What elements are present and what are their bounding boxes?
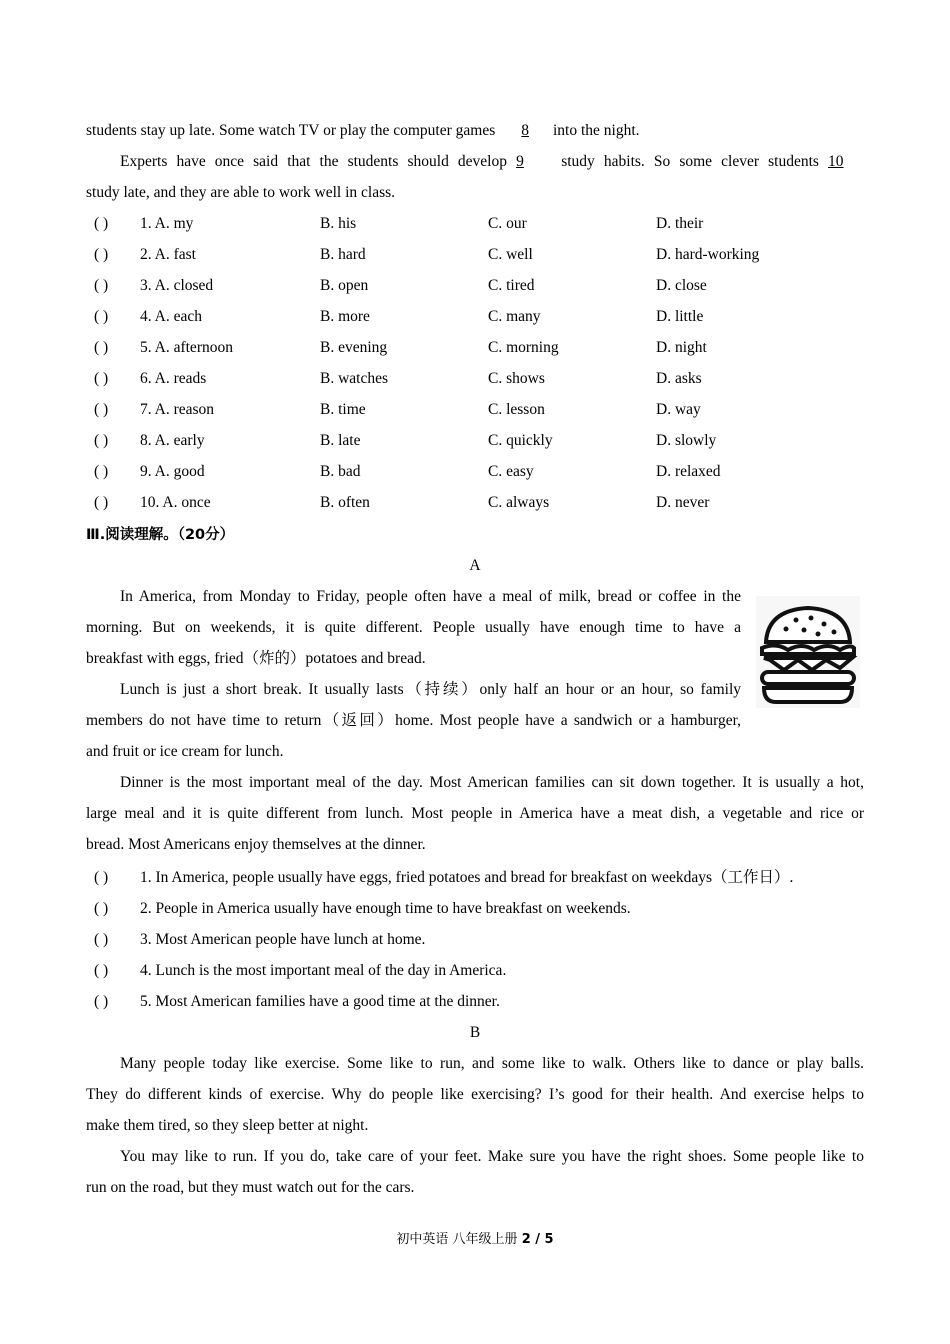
answer-paren[interactable]: ( )	[94, 246, 109, 263]
option-row	[86, 431, 864, 451]
option-d: D. little	[656, 308, 704, 325]
passage-b-label: B	[469, 1024, 481, 1041]
blank-8: 8	[521, 122, 529, 139]
passage-a-line: members do not have time to return（返回）home. Most people have a sandwich or a hamburger,	[86, 712, 741, 729]
answer-paren[interactable]: ( )	[94, 463, 109, 480]
passage-a-line: bread. Most Americans enjoy themselves at the dinner.	[86, 836, 426, 853]
answer-paren[interactable]: ( )	[94, 432, 109, 449]
option-c: C. our	[488, 215, 527, 232]
option-d: D. way	[656, 401, 701, 418]
passage-b-line: They do different kinds of exercise. Why do people like exercising? I’s good for their health. And exercise helps to	[86, 1086, 864, 1103]
passage-a-line: breakfast with eggs, fried（炸的）potatoes and bread.	[86, 650, 426, 667]
option-d: D. close	[656, 277, 707, 294]
passage-a-line: and fruit or ice cream for lunch.	[86, 743, 284, 760]
option-a: 2. A. fast	[140, 246, 196, 263]
option-b: B. hard	[320, 246, 366, 263]
option-a: 5. A. afternoon	[140, 339, 233, 356]
question-text: 2. People in America usually have enough time to have breakfast on weekends.	[140, 900, 631, 917]
answer-paren[interactable]: ( )	[94, 962, 109, 979]
passage-b-line: You may like to run. If you do, take care of your feet. Make sure you have the right shoes. Some people like to	[120, 1148, 864, 1165]
option-b: B. his	[320, 215, 357, 232]
answer-paren[interactable]: ( )	[94, 370, 109, 387]
option-b: B. evening	[320, 339, 388, 356]
answer-paren[interactable]: ( )	[94, 339, 109, 356]
question-text: 4. Lunch is the most important meal of the day in America.	[140, 962, 507, 979]
option-b: B. watches	[320, 370, 389, 387]
option-a: 3. A. closed	[140, 277, 214, 294]
answer-paren[interactable]: ( )	[94, 215, 109, 232]
passage-a-line: large meal and it is quite different from lunch. Most people in America have a meat dish, a vegetable and rice or	[86, 805, 864, 822]
option-row	[86, 307, 864, 327]
passage-b-line: run on the road, but they must watch out for the cars.	[86, 1179, 415, 1196]
option-a: 8. A. early	[140, 432, 205, 449]
option-c: C. tired	[488, 277, 535, 294]
passage-b-line: make them tired, so they sleep better at night.	[86, 1117, 369, 1134]
passage-a-line: In America, from Monday to Friday, people often have a meal of milk, bread or coffee in the	[120, 588, 741, 605]
option-c: C. shows	[488, 370, 545, 387]
passage-b-line: Many people today like exercise. Some like to run, and some like to walk. Others like to dance or play balls.	[120, 1055, 864, 1072]
option-row	[86, 493, 864, 513]
option-a: 4. A. each	[140, 308, 202, 325]
option-row	[86, 214, 864, 234]
option-d: D. slowly	[656, 432, 717, 449]
option-d: D. hard-working	[656, 246, 760, 263]
passage-a-line: morning. But on weekends, it is quite different. People usually have enough time to have a	[86, 619, 741, 636]
question-row	[86, 961, 886, 981]
option-row	[86, 369, 864, 389]
option-a: 9. A. good	[140, 463, 205, 480]
option-b: B. late	[320, 432, 361, 449]
option-row	[86, 400, 864, 420]
page-footer	[0, 1228, 950, 1247]
question-row	[86, 992, 886, 1012]
passage-a-line: Lunch is just a short break. It usually lasts（持续）only half an hour or an hour, so family	[120, 681, 741, 698]
section-title: Ⅲ.阅读理解。（20分）	[86, 527, 235, 543]
passage-line: study late, and they are able to work well in class.	[86, 184, 396, 201]
option-c: C. many	[488, 308, 541, 325]
answer-paren[interactable]: ( )	[94, 931, 109, 948]
hamburger-icon	[756, 596, 860, 708]
option-a: 1. A. my	[140, 215, 194, 232]
option-d: D. asks	[656, 370, 702, 387]
answer-paren[interactable]: ( )	[94, 494, 109, 511]
answer-paren[interactable]: ( )	[94, 993, 109, 1010]
answer-paren[interactable]: ( )	[94, 869, 109, 886]
question-text: 5. Most American families have a good time at the dinner.	[140, 993, 500, 1010]
question-row	[86, 868, 886, 888]
option-a: 6. A. reads	[140, 370, 207, 387]
question-text: 1. In America, people usually have eggs, fried potatoes and bread for breakfast on weekdays（工作日）.	[140, 869, 794, 886]
answer-paren[interactable]: ( )	[94, 308, 109, 325]
option-row	[86, 245, 864, 265]
passage-a-line: Dinner is the most important meal of the day. Most American families can sit down together. It is usually a hot,	[120, 774, 864, 791]
option-d: D. never	[656, 494, 710, 511]
option-c: C. always	[488, 494, 550, 511]
option-b: B. more	[320, 308, 370, 325]
question-text: 3. Most American people have lunch at home.	[140, 931, 426, 948]
answer-paren[interactable]: ( )	[94, 401, 109, 418]
question-row	[86, 899, 886, 919]
option-b: B. time	[320, 401, 366, 418]
option-c: C. well	[488, 246, 533, 263]
option-b: B. open	[320, 277, 369, 294]
passage-line: Experts have once said that the students should develop 9 study habits. So some clever students 10	[120, 152, 864, 172]
page-number: 2 / 5	[521, 1232, 554, 1247]
question-row	[86, 930, 886, 950]
option-d: D. night	[656, 339, 707, 356]
option-c: C. quickly	[488, 432, 553, 449]
option-d: D. their	[656, 215, 704, 232]
footer-text: 初中英语 八年级上册	[396, 1232, 522, 1247]
option-c: C. lesson	[488, 401, 545, 418]
option-row	[86, 338, 864, 358]
passage-a-label: A	[469, 557, 481, 574]
blank-9: 9	[516, 153, 524, 170]
option-c: C. morning	[488, 339, 559, 356]
option-row	[86, 462, 864, 482]
option-b: B. bad	[320, 463, 361, 480]
blank-10: 10	[828, 153, 844, 170]
option-row	[86, 276, 864, 296]
option-a: 10. A. once	[140, 494, 211, 511]
option-c: C. easy	[488, 463, 534, 480]
option-a: 7. A. reason	[140, 401, 215, 418]
answer-paren[interactable]: ( )	[94, 277, 109, 294]
option-b: B. often	[320, 494, 370, 511]
passage-line: students stay up late. Some watch TV or play the computer games 8 into the night.	[86, 122, 640, 139]
answer-paren[interactable]: ( )	[94, 900, 109, 917]
option-d: D. relaxed	[656, 463, 721, 480]
